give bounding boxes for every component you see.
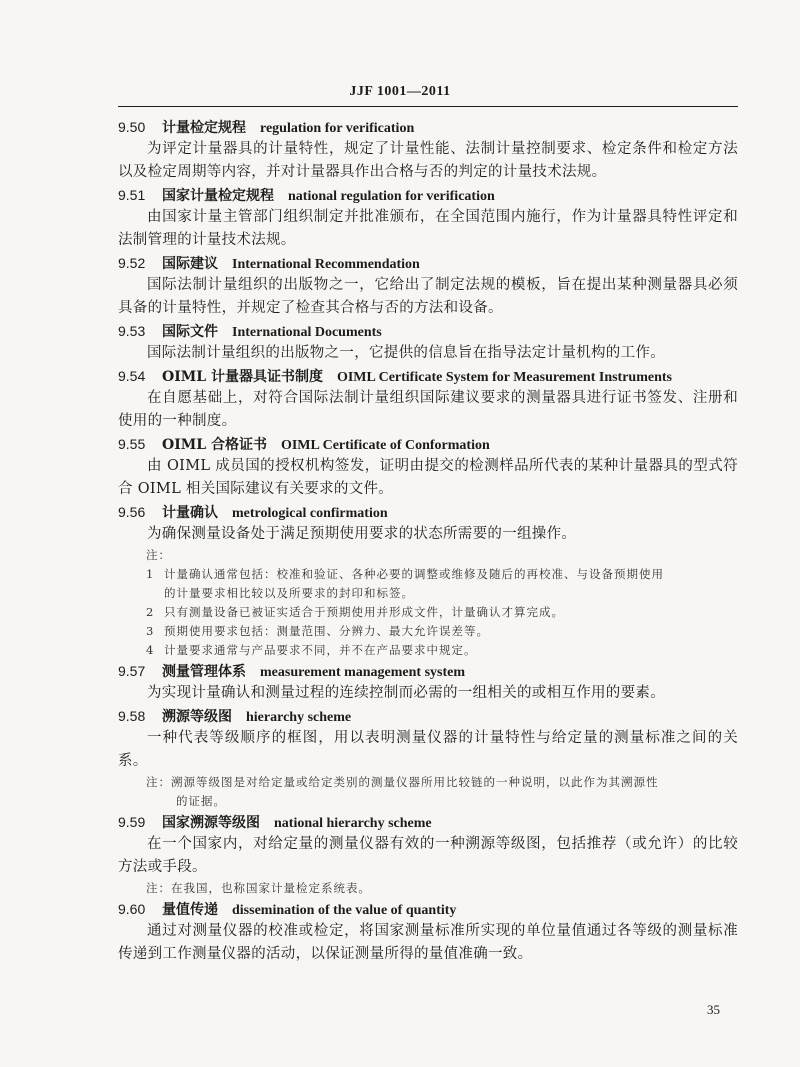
entry-9-57 xyxy=(118,660,738,705)
term-en: measurement management system xyxy=(260,665,466,680)
entry-heading xyxy=(118,660,738,682)
term-zh: 国家计量检定规程 xyxy=(162,188,274,204)
definition-line: 由国家计量主管部门组织制定并批准颁布，在全国范围内施行，作为计量器具特性 xyxy=(147,209,693,225)
definition xyxy=(118,138,738,184)
term-zh: 溯源等级图 xyxy=(162,709,232,725)
term-zh: 计量确认 xyxy=(162,505,218,521)
entry-heading xyxy=(118,184,738,206)
term-number: 9.54 xyxy=(118,368,146,384)
entry-heading xyxy=(118,365,738,387)
entry-9-60 xyxy=(118,898,738,966)
term-zh: OIML 计量器具证书制度 xyxy=(162,369,323,385)
note-block xyxy=(118,773,738,811)
definition xyxy=(118,727,738,773)
note-block xyxy=(118,546,738,660)
term-zh: OIML 合格证书 xyxy=(162,437,267,453)
note-line: 注：在我国，也称国家计量检定系统表。 xyxy=(146,881,371,895)
term-number: 9.53 xyxy=(118,323,146,339)
definition-line: 评定和法制管理的计量技术法规。 xyxy=(118,209,739,248)
term-number: 9.51 xyxy=(118,187,146,203)
definition-line: 由 OIML 成员国的授权机构签发，证明由提交的检测样品所代表的某种计量器具 xyxy=(147,458,679,474)
definition xyxy=(118,920,738,966)
term-en: dissemination of the value of quantity xyxy=(232,903,457,918)
note-line: 预期使用要求包括：测量范围、分辨力、最大允许误差等。 xyxy=(164,624,489,638)
term-number: 9.59 xyxy=(118,814,146,830)
definition xyxy=(118,455,738,501)
entry-9-52 xyxy=(118,252,738,320)
entry-heading xyxy=(118,898,738,920)
definition: 国际法制计量组织的出版物之一，它提供的信息旨在指导法定计量机构的工作。 xyxy=(147,345,665,361)
term-zh: 计量检定规程 xyxy=(162,120,246,136)
definition-line: 一种代表等级顺序的框图，用以表明测量仪器的计量特性与给定量的测量标准之间 xyxy=(147,730,708,746)
content xyxy=(118,116,738,966)
term-en: national regulation for verification xyxy=(288,189,495,204)
definition-line: 的型式符合 OIML 相关国际建议有关要求的文件。 xyxy=(118,458,738,497)
entry-heading xyxy=(118,501,738,523)
definition-line: 通过对测量仪器的校准或检定，将国家测量标准所实现的单位量值通过各等级的测 xyxy=(147,923,693,939)
entry-heading xyxy=(118,116,738,138)
entry-9-55 xyxy=(118,433,738,501)
note-number: 3 xyxy=(146,624,155,638)
term-number: 9.58 xyxy=(118,708,146,724)
term-en: national hierarchy scheme xyxy=(274,816,432,831)
definition-line: 注册和使用的一种制度。 xyxy=(118,390,739,429)
term-en: OIML Certificate of Conformation xyxy=(280,438,490,453)
term-zh: 国家溯源等级图 xyxy=(162,815,260,831)
note-line: 计量要求通常与产品要求不同，并不在产品要求中规定。 xyxy=(164,643,477,657)
note-item xyxy=(118,622,738,641)
page-header: JJF 1001—2011 xyxy=(349,84,451,99)
definition-line: 为评定计量器具的计量特性，规定了计量性能、法制计量控制要求、检定条件和检 xyxy=(147,141,693,157)
definition-line: 量标准传递到工作测量仪器的活动，以保证测量所得的量值准确一致。 xyxy=(118,923,739,962)
term-number: 9.52 xyxy=(118,255,146,271)
term-en: hierarchy scheme xyxy=(246,710,352,725)
entry-9-53 xyxy=(118,320,738,365)
term-number: 9.60 xyxy=(118,901,146,917)
entry-heading xyxy=(118,433,738,455)
note-number: 2 xyxy=(146,605,155,619)
entry-heading xyxy=(118,320,738,342)
note-item xyxy=(118,641,738,660)
entry-9-50 xyxy=(118,116,738,184)
entry-9-58 xyxy=(118,705,738,811)
definition xyxy=(118,274,738,320)
entry-9-59 xyxy=(118,811,738,898)
definition-line: 的比较方法或手段。 xyxy=(118,836,739,875)
definition-line: 具必须具备的计量特性，并规定了检查其合格与否的方法和设备。 xyxy=(118,277,739,316)
entry-9-56 xyxy=(118,501,738,660)
page-number: 35 xyxy=(707,1002,720,1017)
entry-9-54 xyxy=(118,365,738,433)
header-rule xyxy=(118,106,738,107)
note-number: 1 xyxy=(146,567,155,581)
entry-heading xyxy=(118,811,738,833)
term-en: regulation for verification xyxy=(260,121,415,136)
note-line: 的计量要求相比较以及所要求的封印和标签。 xyxy=(164,586,414,600)
note-item xyxy=(118,603,738,622)
definition: 为确保测量设备处于满足预期使用要求的状态所需要的一组操作。 xyxy=(147,526,577,542)
note-number: 4 xyxy=(146,643,155,657)
definition-line: 在一个国家内，对给定量的测量仪器有效的一种溯源等级图，包括推荐（或允许） xyxy=(147,836,693,852)
definition xyxy=(118,833,738,879)
term-zh: 国际建议 xyxy=(162,256,218,272)
definition-line: 定方法以及检定周期等内容，并对计量器具作出合格与否的判定的计量技术法规。 xyxy=(118,141,739,180)
term-zh: 测量管理体系 xyxy=(162,664,246,680)
term-en: metrological confirmation xyxy=(232,506,388,521)
note-line: 计量确认通常包括：校准和验证、各种必要的调整或维修及随后的再校准、与设备预期使用 xyxy=(164,567,664,581)
term-number: 9.56 xyxy=(118,504,146,520)
definition-line: 国际法制计量组织的出版物之一，它给出了制定法规的模板，旨在提出某种测量器 xyxy=(147,277,693,293)
definition-line: 在自愿基础上，对符合国际法制计量组织国际建议要求的测量器具进行证书签发、 xyxy=(147,390,693,406)
term-number: 9.57 xyxy=(118,663,146,679)
term-number: 9.55 xyxy=(118,436,146,452)
note-line: 只有测量设备已被证实适合于预期使用并形成文件，计量确认才算完成。 xyxy=(164,605,564,619)
term-zh: 量值传递 xyxy=(162,902,218,918)
note-item xyxy=(118,565,738,603)
entry-heading xyxy=(118,705,738,727)
note-block xyxy=(118,879,738,898)
term-en: OIML Certificate System for Measurement Instruments xyxy=(336,370,672,385)
term-number: 9.50 xyxy=(118,119,146,135)
note-line: 注：溯源等级图是对给定量或给定类别的测量仪器所用比较链的一种说明，以此作为其溯源性 xyxy=(146,775,659,789)
entry-9-51 xyxy=(118,184,738,252)
definition xyxy=(118,387,738,433)
note-label: 注： xyxy=(146,548,171,562)
definition xyxy=(118,206,738,252)
term-zh: 国际文件 xyxy=(162,324,218,340)
term-en: International Documents xyxy=(232,325,382,340)
definition-line: 的关系。 xyxy=(118,730,738,769)
note-line: 的证据。 xyxy=(176,794,226,808)
term-en: International Recommendation xyxy=(232,257,420,272)
entry-heading xyxy=(118,252,738,274)
definition: 为实现计量确认和测量过程的连续控制而必需的一组相关的或相互作用的要素。 xyxy=(147,685,665,701)
